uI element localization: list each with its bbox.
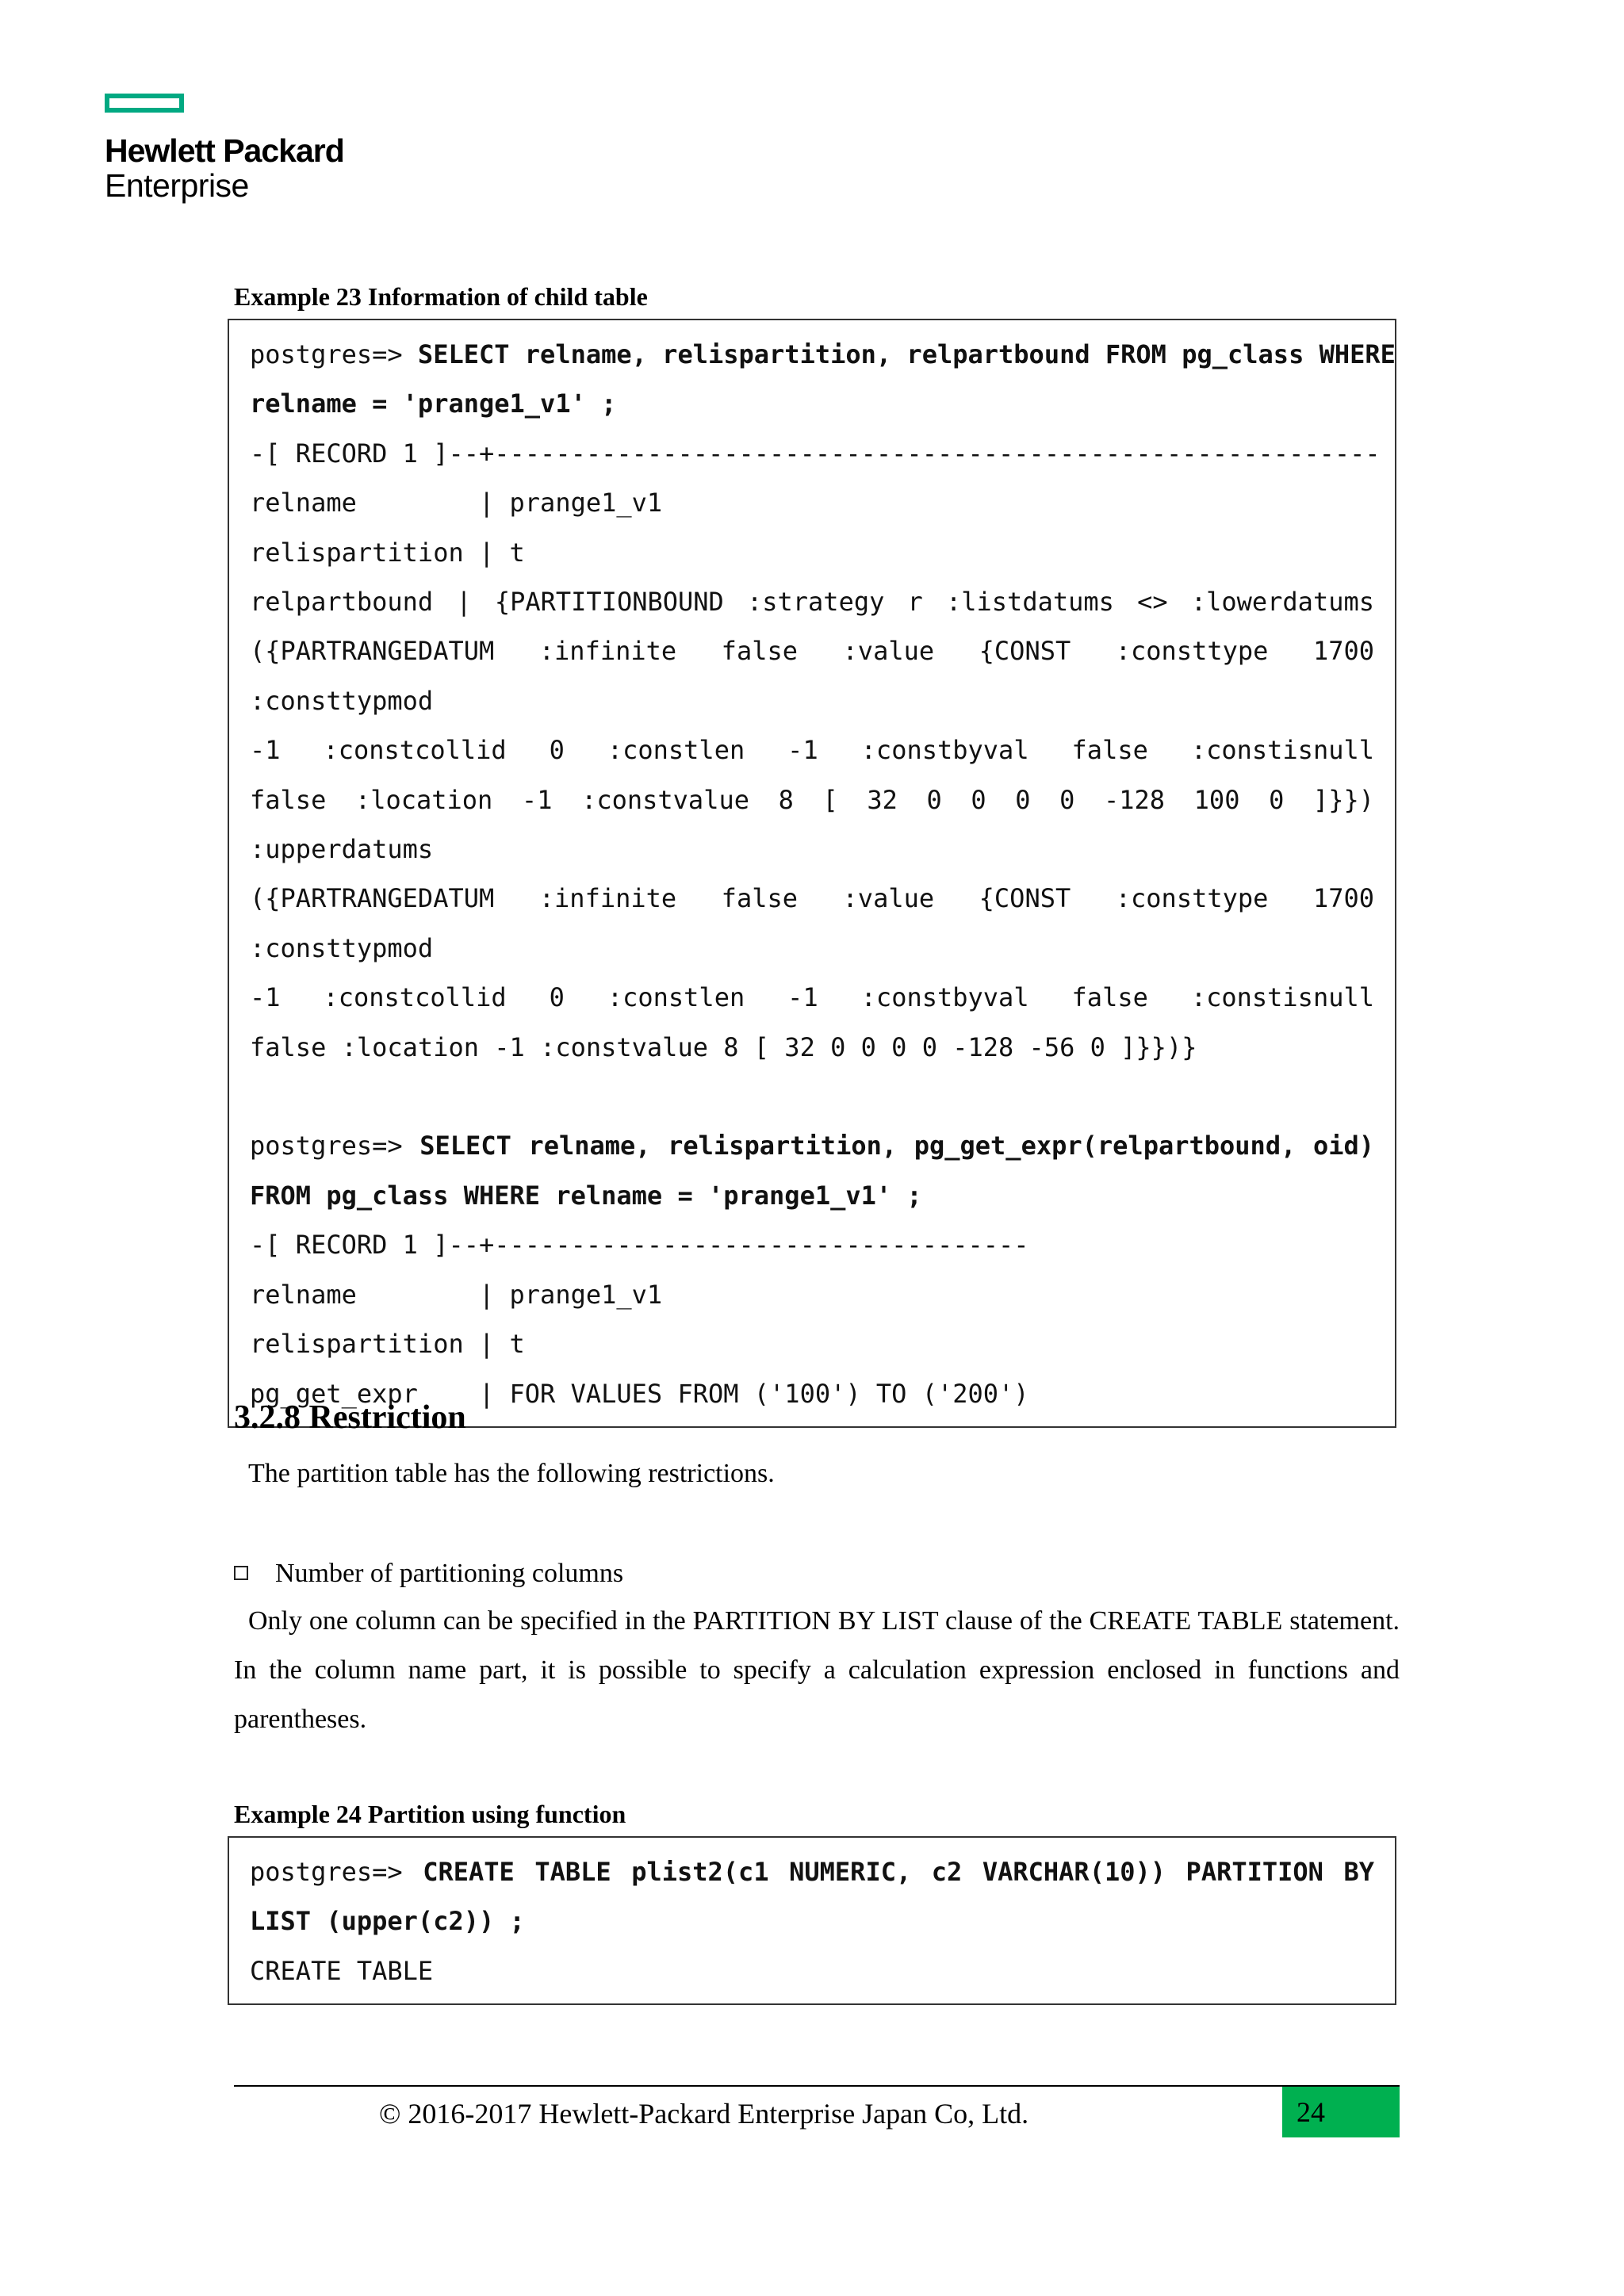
example-24-caption: Example 24 Partition using function xyxy=(234,1800,626,1828)
hpe-logo xyxy=(105,94,344,203)
logo-line-2: Enterprise xyxy=(105,167,249,204)
bullet-text: Number of partitioning columns xyxy=(275,1559,624,1588)
section-body: Only one column can be specified in the PARTITION BY LIST clause of the CREATE TABLE statement. In the column name part, it is possible to specify a calculation expression enclosed in functions and parentheses. xyxy=(234,1606,1400,1734)
code-line: FROM pg_class WHERE relname = 'prange1_v1' ; xyxy=(250,1180,922,1211)
code-line: -1 :constcollid 0 :constlen -1 :constbyval false :constisnull xyxy=(250,735,1374,766)
code-line: relname | prange1_v1 xyxy=(250,1279,663,1310)
hpe-logo-element-icon xyxy=(105,94,184,113)
code-line: pg_get_expr | FOR VALUES FROM ('100') TO ('200') xyxy=(250,1378,1029,1409)
bullet-item xyxy=(234,1554,623,1594)
square-bullet-icon xyxy=(234,1566,248,1580)
code-line: false :location -1 :constvalue 8 [ 32 0 0 0 0 -128 -56 0 ]}})} xyxy=(250,1031,1197,1062)
example-24-code-box xyxy=(228,1836,1396,2005)
code-line: relpartbound | {PARTITIONBOUND :strategy r :listdatums <> :lowerdatums xyxy=(250,587,1374,618)
code-line: relname | prange1_v1 xyxy=(250,488,663,519)
code-line: -[ RECORD 1 ]--+----------------------------------- xyxy=(250,1230,1029,1261)
footer-copyright: © 2016-2017 Hewlett-Packard Enterprise Japan Co, Ltd. xyxy=(379,2098,1029,2130)
code-line: postgres=> SELECT relname, relispartition, relpartbound FROM pg_class WHERE xyxy=(250,339,1396,369)
code-line: -1 :constcollid 0 :constlen -1 :constbyval false :constisnull xyxy=(250,982,1374,1013)
code-line: false :location -1 :constvalue 8 [ 32 0 0 0 0 -128 100 0 ]}}) :upperdatums xyxy=(250,784,1374,865)
code-line: LIST (upper(c2)) ; xyxy=(250,1906,525,1937)
example-23-caption: Example 23 Information of child table xyxy=(234,282,648,311)
page-number: 24 xyxy=(1282,2087,1400,2137)
code-blank-line xyxy=(250,1072,1374,1121)
code-line: CREATE TABLE xyxy=(250,1955,434,1986)
example-23-code-box xyxy=(228,319,1396,1428)
code-line: ({PARTRANGEDATUM :infinite false :value {CONST :consttype 1700 :consttypmod xyxy=(250,636,1374,716)
code-line: relispartition | t xyxy=(250,1329,525,1360)
code-line: postgres=> CREATE TABLE plist2(c1 NUMERIC, c2 VARCHAR(10)) PARTITION BY xyxy=(250,1857,1375,1887)
footer-divider xyxy=(234,2085,1400,2087)
code-line: postgres=> SELECT relname, relispartition, pg_get_expr(relpartbound, oid) xyxy=(250,1131,1375,1161)
logo-line-1: Hewlett Packard xyxy=(105,132,344,169)
code-line: -[ RECORD 1 ]--+---------------------------------------------------------- xyxy=(250,438,1381,469)
section-intro: The partition table has the following restrictions. xyxy=(248,1459,775,1488)
code-line: relispartition | t xyxy=(250,537,525,568)
section-heading: 3.2.8 Restriction xyxy=(234,1399,466,1436)
code-line: relname = 'prange1_v1' ; xyxy=(250,388,617,419)
code-line: ({PARTRANGEDATUM :infinite false :value {CONST :consttype 1700 :consttypmod xyxy=(250,883,1374,963)
